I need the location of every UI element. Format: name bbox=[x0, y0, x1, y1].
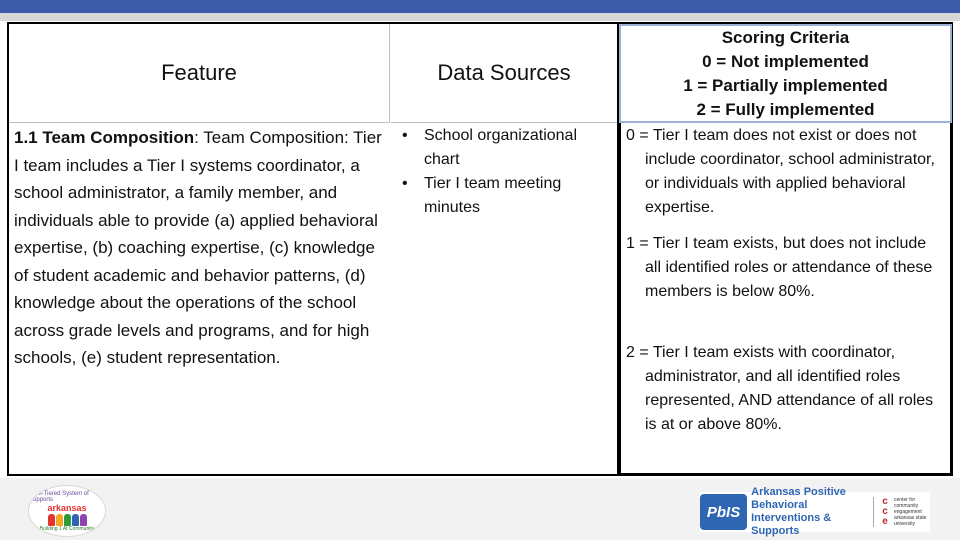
criteria-score-0: 0 = Tier I team does not exist or does not include coordinator, school administrator, or individuals with applied behavioral expertise. bbox=[626, 127, 935, 216]
logo-ring-text: Multi-Tiered System of Supports bbox=[29, 490, 89, 503]
data-sources-list bbox=[400, 124, 610, 220]
criteria-score-2: 2 = Tier I team exists with coordinator, administrator, and all identified roles represented, AND attendance of all roles is at or above 80%. bbox=[626, 344, 934, 433]
ccce-logo-text: center for community engagement arkansas state university bbox=[894, 497, 927, 527]
feature-column-header: Feature bbox=[9, 24, 390, 123]
feature-title: 1.1 Team Composition bbox=[14, 128, 195, 147]
criteria-title: Scoring Criteria bbox=[721, 27, 850, 47]
data-source-item: • School organizational chart bbox=[400, 124, 610, 172]
feature-description bbox=[14, 124, 386, 372]
criteria-scale-2: 2 = Fully implemented bbox=[696, 99, 875, 119]
mtss-arkansas-logo bbox=[28, 485, 106, 537]
top-accent-bar bbox=[0, 0, 960, 13]
arkansas-pbis-logo bbox=[700, 486, 930, 537]
ccce-mark-icon: c c e bbox=[882, 496, 888, 527]
top-gray-rule bbox=[0, 13, 960, 21]
pbis-mark-icon: PbIS bbox=[700, 494, 747, 530]
ccce-logo bbox=[873, 497, 930, 527]
feature-body: : Team Composition: Tier I team includes a Tier I systems coordinator, a school administrator, a family member, and individuals able to provide (a) applied behavioral expertise, (b) coaching expertise, (c) knowledge of student academic and behavior patterns, (d) knowledge about the operations of the school across grade levels and programs, and for high schools, (e) student representation. bbox=[14, 128, 382, 367]
pbis-logo-text: Arkansas Positive Behavioral Interventions & Supports bbox=[751, 486, 846, 537]
children-figures-icon bbox=[48, 514, 87, 526]
logo-word: arkansas bbox=[47, 502, 87, 513]
logo-subtext: Building 1 At Community bbox=[39, 525, 95, 532]
criteria-score-1: 1 = Tier I team exists, but does not include all identified roles or attendance of these members is below 80%. bbox=[626, 235, 933, 300]
criteria-scale-0: 0 = Not implemented bbox=[702, 51, 869, 71]
criteria-scale-1: 1 = Partially implemented bbox=[683, 75, 888, 95]
scoring-criteria-header bbox=[619, 24, 952, 123]
data-source-item: • Tier I team meeting minutes bbox=[400, 172, 610, 220]
data-sources-column-header: Data Sources bbox=[391, 24, 617, 123]
